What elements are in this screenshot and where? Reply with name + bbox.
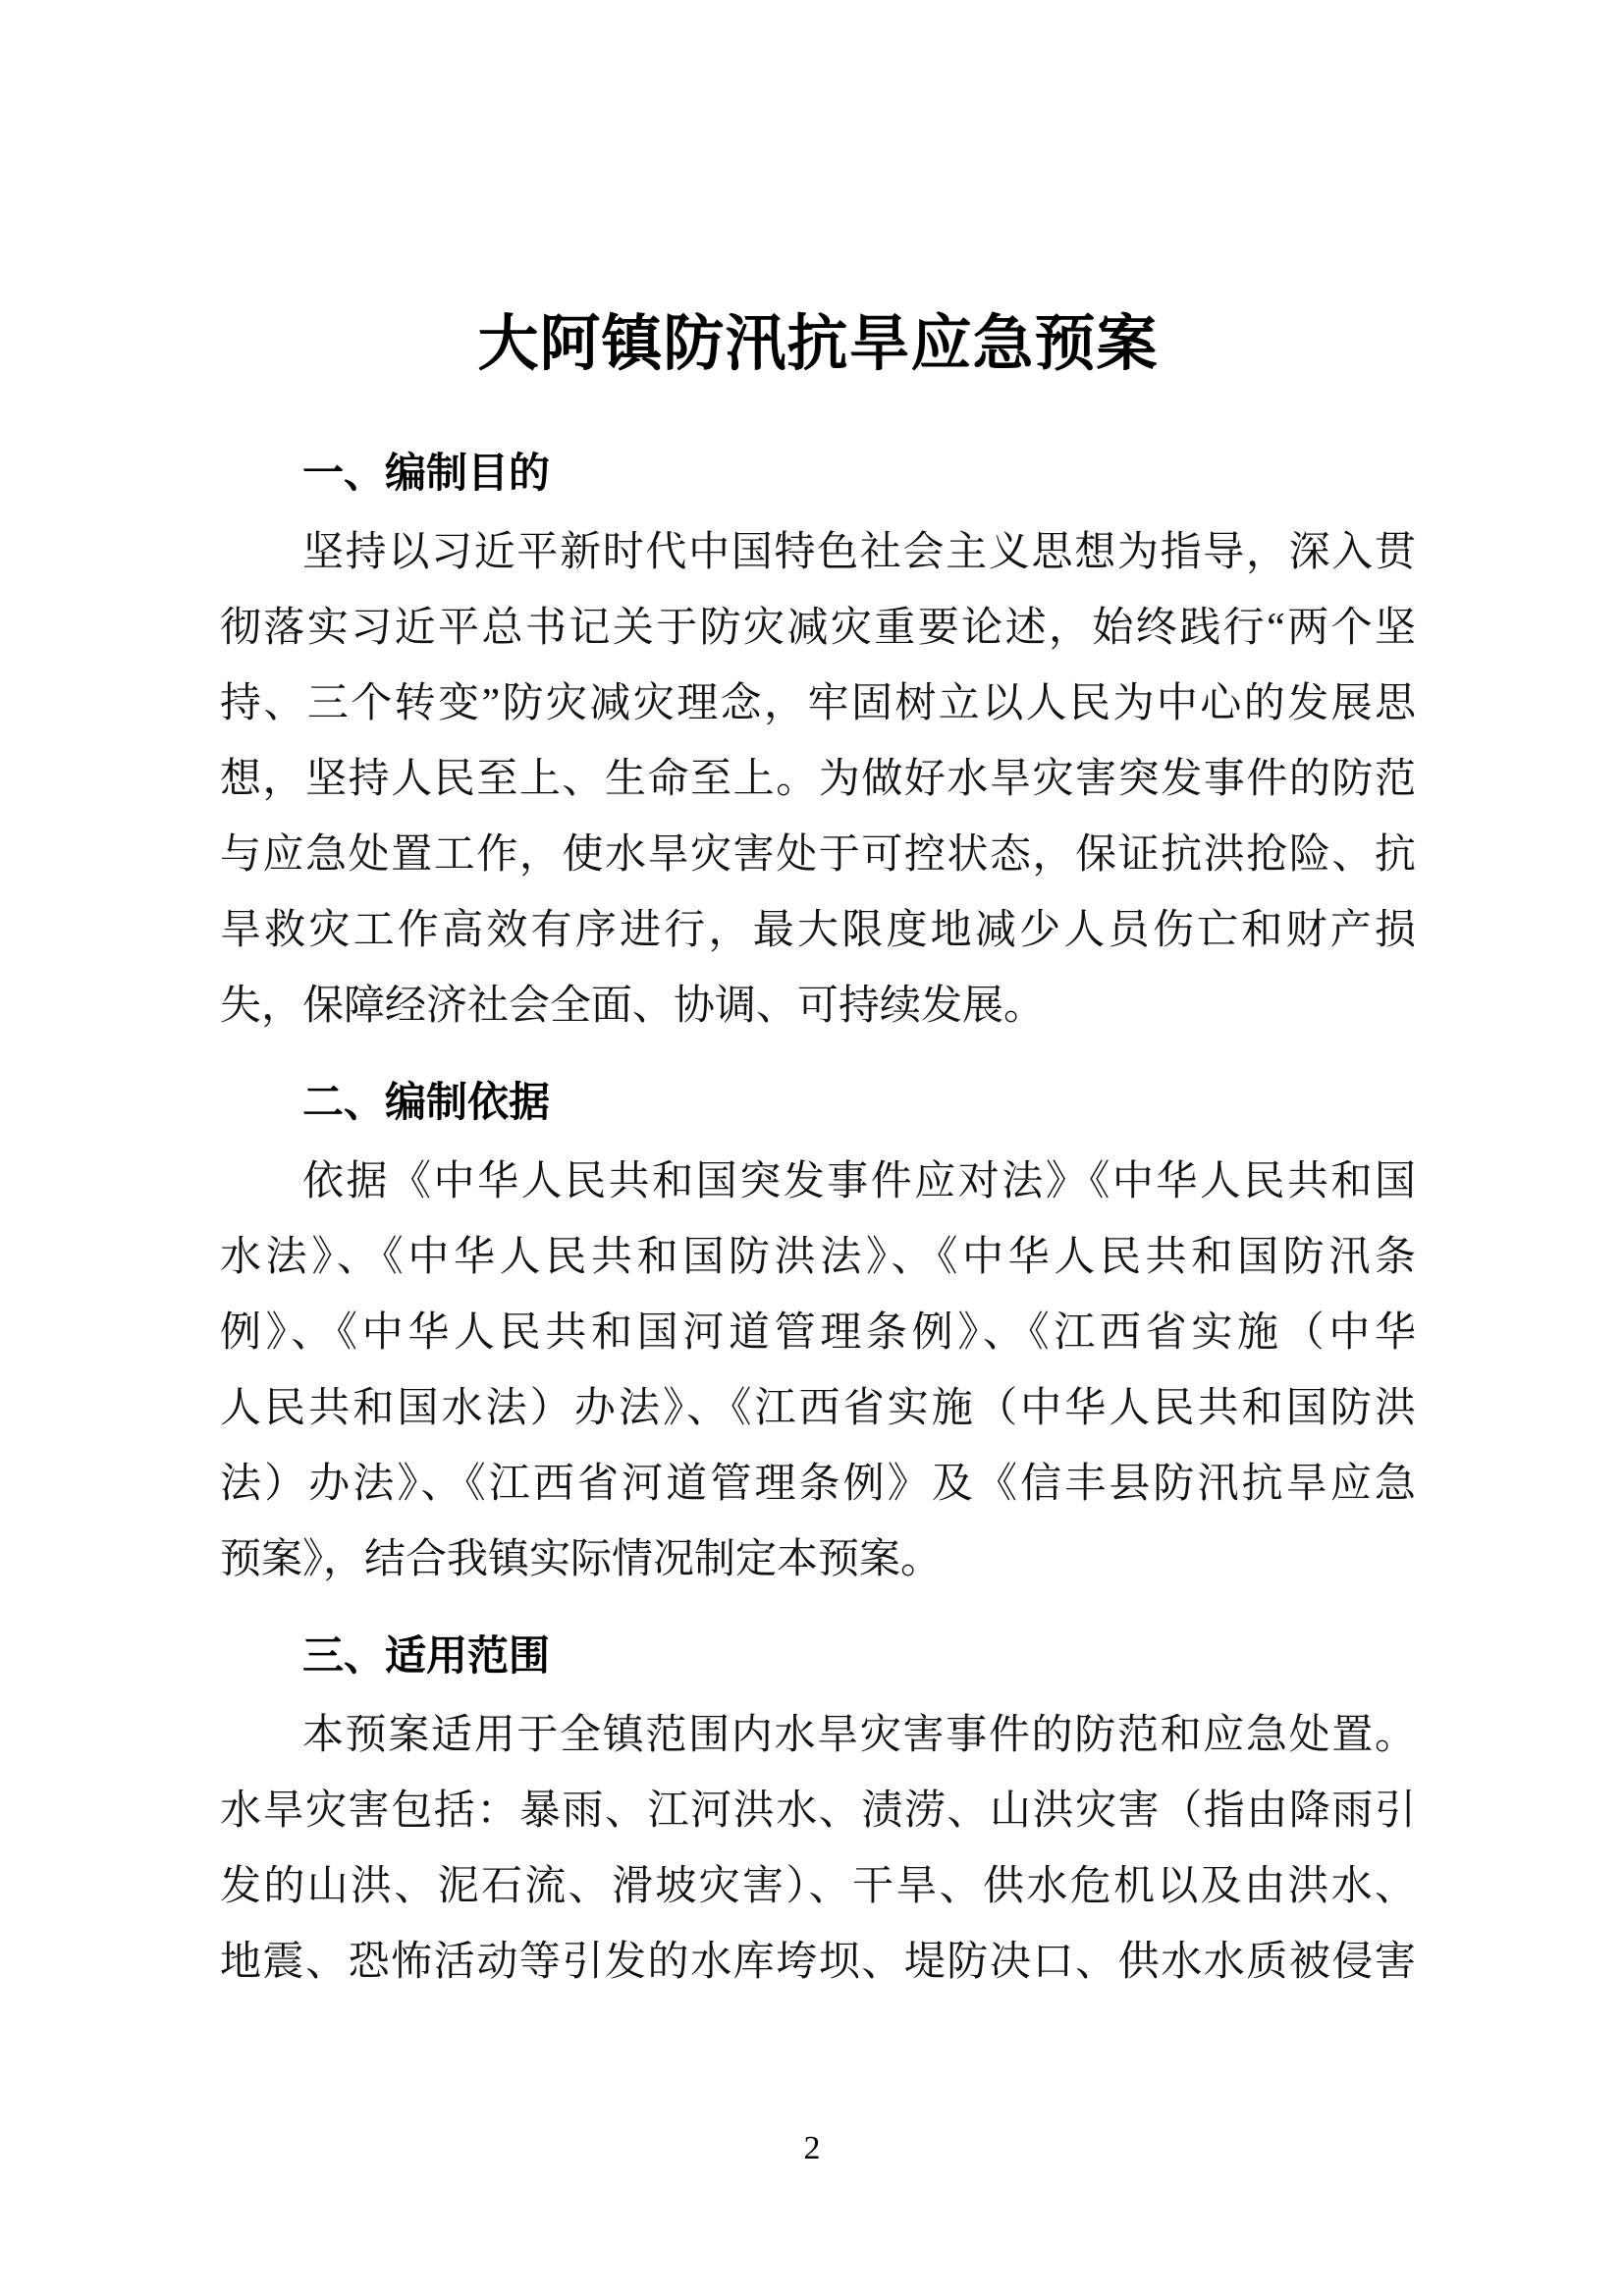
section-heading: 三、适用范围 — [302, 1632, 551, 1679]
body-line: 依据《中华人民共和国突发事件应对法》《中华人民共和国 — [302, 1159, 1416, 1204]
page-number: 2 — [803, 2130, 821, 2166]
section-heading: 二、编制依据 — [302, 1079, 551, 1125]
body-line: 水法》、《中华人民共和国防洪法》、《中华人民共和国防汛条 — [220, 1235, 1416, 1280]
body-line: 水旱灾害包括：暴雨、江河洪水、渍涝、山洪灾害（指由降雨引 — [220, 1789, 1416, 1834]
sections-container — [220, 435, 1416, 2001]
body-line: 预案》，结合我镇实际情况制定本预案。 — [220, 1537, 943, 1582]
body-line: 发的山洪、泥石流、滑坡灾害）、干旱、供水危机以及由洪水、 — [220, 1864, 1416, 1909]
document-title: 大阿镇防汛抗旱应急预案 — [477, 311, 1159, 378]
body-line: 人民共和国水法）办法》、《江西省实施（中华人民共和国防洪 — [220, 1386, 1416, 1431]
body-line: 彻落实习近平总书记关于防灾减灾重要论述，始终践行“两个坚 — [220, 606, 1416, 651]
document-content — [220, 0, 1416, 2001]
section-heading: 一、编制目的 — [302, 450, 551, 496]
body-line: 与应急处置工作，使水旱灾害处于可控状态，保证抗洪抢险、抗 — [220, 832, 1416, 878]
body-line: 失，保障经济社会全面、协调、可持续发展。 — [220, 984, 1046, 1029]
body-line: 坚持以习近平新时代中国特色社会主义思想为指导，深入贯 — [302, 530, 1416, 575]
body-line: 旱救灾工作高效有序进行，最大限度地减少人员伤亡和财产损 — [220, 908, 1416, 953]
body-line: 法）办法》、《江西省河道管理条例》及《信丰县防汛抗旱应急 — [220, 1462, 1416, 1507]
paragraph — [220, 515, 1416, 1044]
body-line: 想，坚持人民至上、生命至上。为做好水旱灾害突发事件的防范 — [220, 757, 1416, 802]
paragraph — [220, 1698, 1416, 2001]
paragraph — [220, 1145, 1416, 1598]
body-line: 本预案适用于全镇范围内水旱灾害事件的防范和应急处置。 — [302, 1713, 1416, 1758]
body-line: 持、三个转变”防灾减灾理念，牢固树立以人民为中心的发展思 — [220, 681, 1416, 726]
body-line: 地震、恐怖活动等引发的水库垮坝、堤防决口、供水水质被侵害 — [220, 1940, 1416, 1985]
body-line: 例》、《中华人民共和国河道管理条例》、《江西省实施（中华 — [220, 1310, 1416, 1356]
